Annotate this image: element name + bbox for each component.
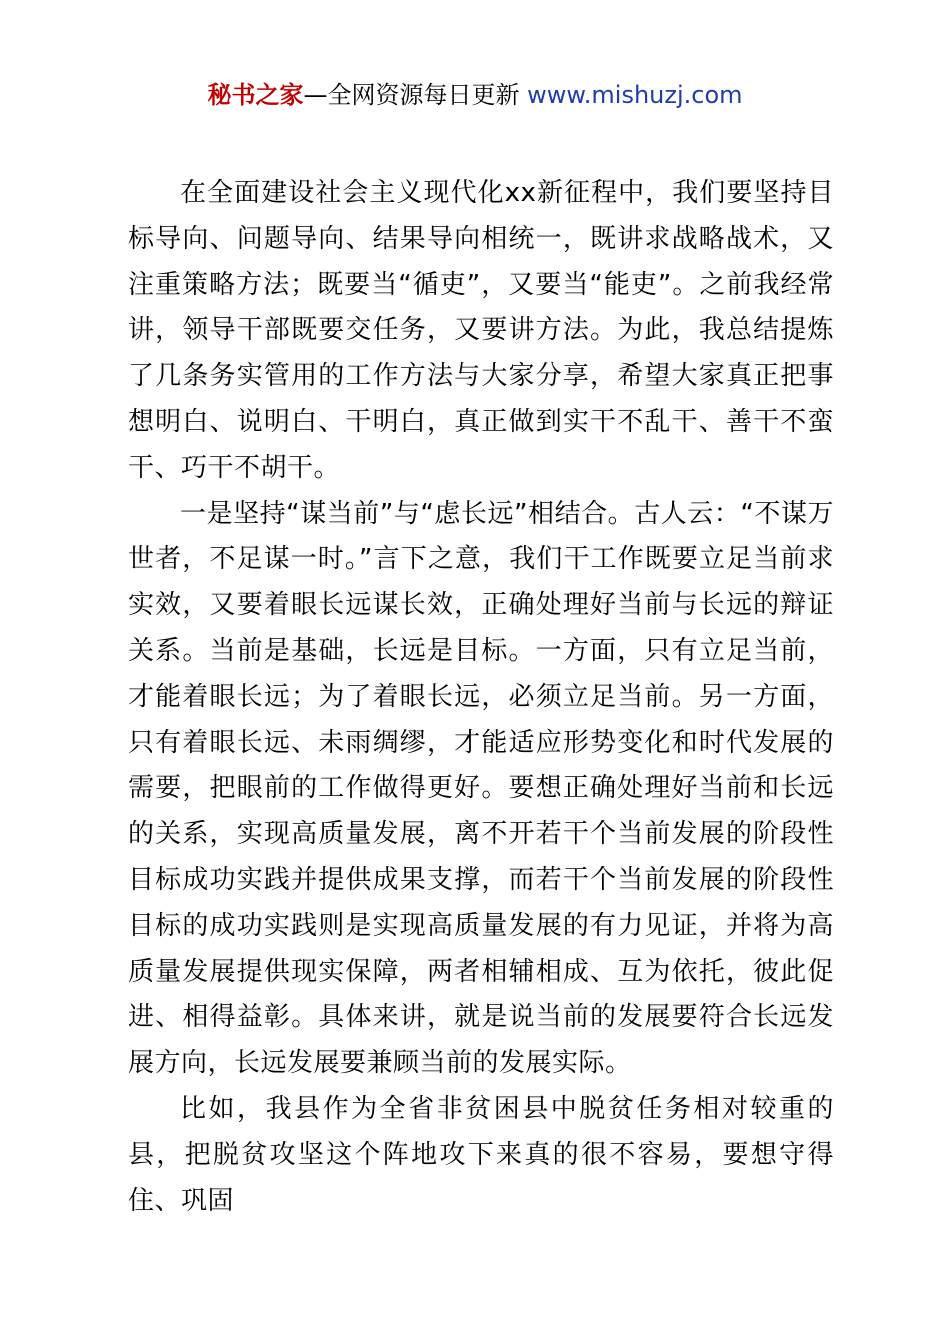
paragraph-intro: 在全面建设社会主义现代化xx新征程中，我们要坚持目标导向、问题导向、结果导向相统一，既讲求战略战术，又注重策略方法；既要当“循吏”，又要当“能吏”。之前我经常讲，领导干部既要交任务，又要讲方法。为此，我总结提炼了几条务实管用的工作方法与大家分享，希望大家真正把事想明白、说明白、干明白，真正做到实干不乱干、善干不蛮干、巧干不胡干。 xyxy=(128,178,834,483)
paragraph-point-one: 一是坚持“谋当前”与“虑长远”相结合。古人云：“不谋万世者，不足谋一时。”言下之意，我们干工作既要立足当前求实效，又要着眼长远谋长效，正确处理好当前与长远的辩证关系。当前是基础，长远是目标。一方面，只有立足当前，才能着眼长远；为了着眼长远，必须立足当前。另一方面，只有着眼长远、未雨绸缪，才能适应形势变化和时代发展的需要，把眼前的工作做得更好。要想正确处理好当前和长远的关系，实现高质量发展，离不开若干个当前发展的阶段性目标成功实践并提供成果支撑，而若干个当前发展的阶段性目标的成功实践则是实现高质量发展的有力见证，并将为高质量发展提供现实保障，两者相辅相成、互为依托，彼此促进、相得益彰。具体来讲，就是说当前的发展要符合长远发展方向，长远发展要兼顾当前的发展实际。 xyxy=(128,498,834,1079)
site-header xyxy=(0,78,950,112)
document-body xyxy=(128,171,834,1224)
paragraph-example: 比如，我县作为全省非贫困县中脱贫任务相对较重的县，把脱贫攻坚这个阵地攻下来真的很不容易，要想守得住、巩固 xyxy=(128,1093,834,1216)
site-url[interactable]: www.mishuzj.com xyxy=(527,81,743,109)
header-tagline: —全网资源每日更新 xyxy=(303,81,528,109)
brand-name: 秘书之家 xyxy=(207,81,304,109)
